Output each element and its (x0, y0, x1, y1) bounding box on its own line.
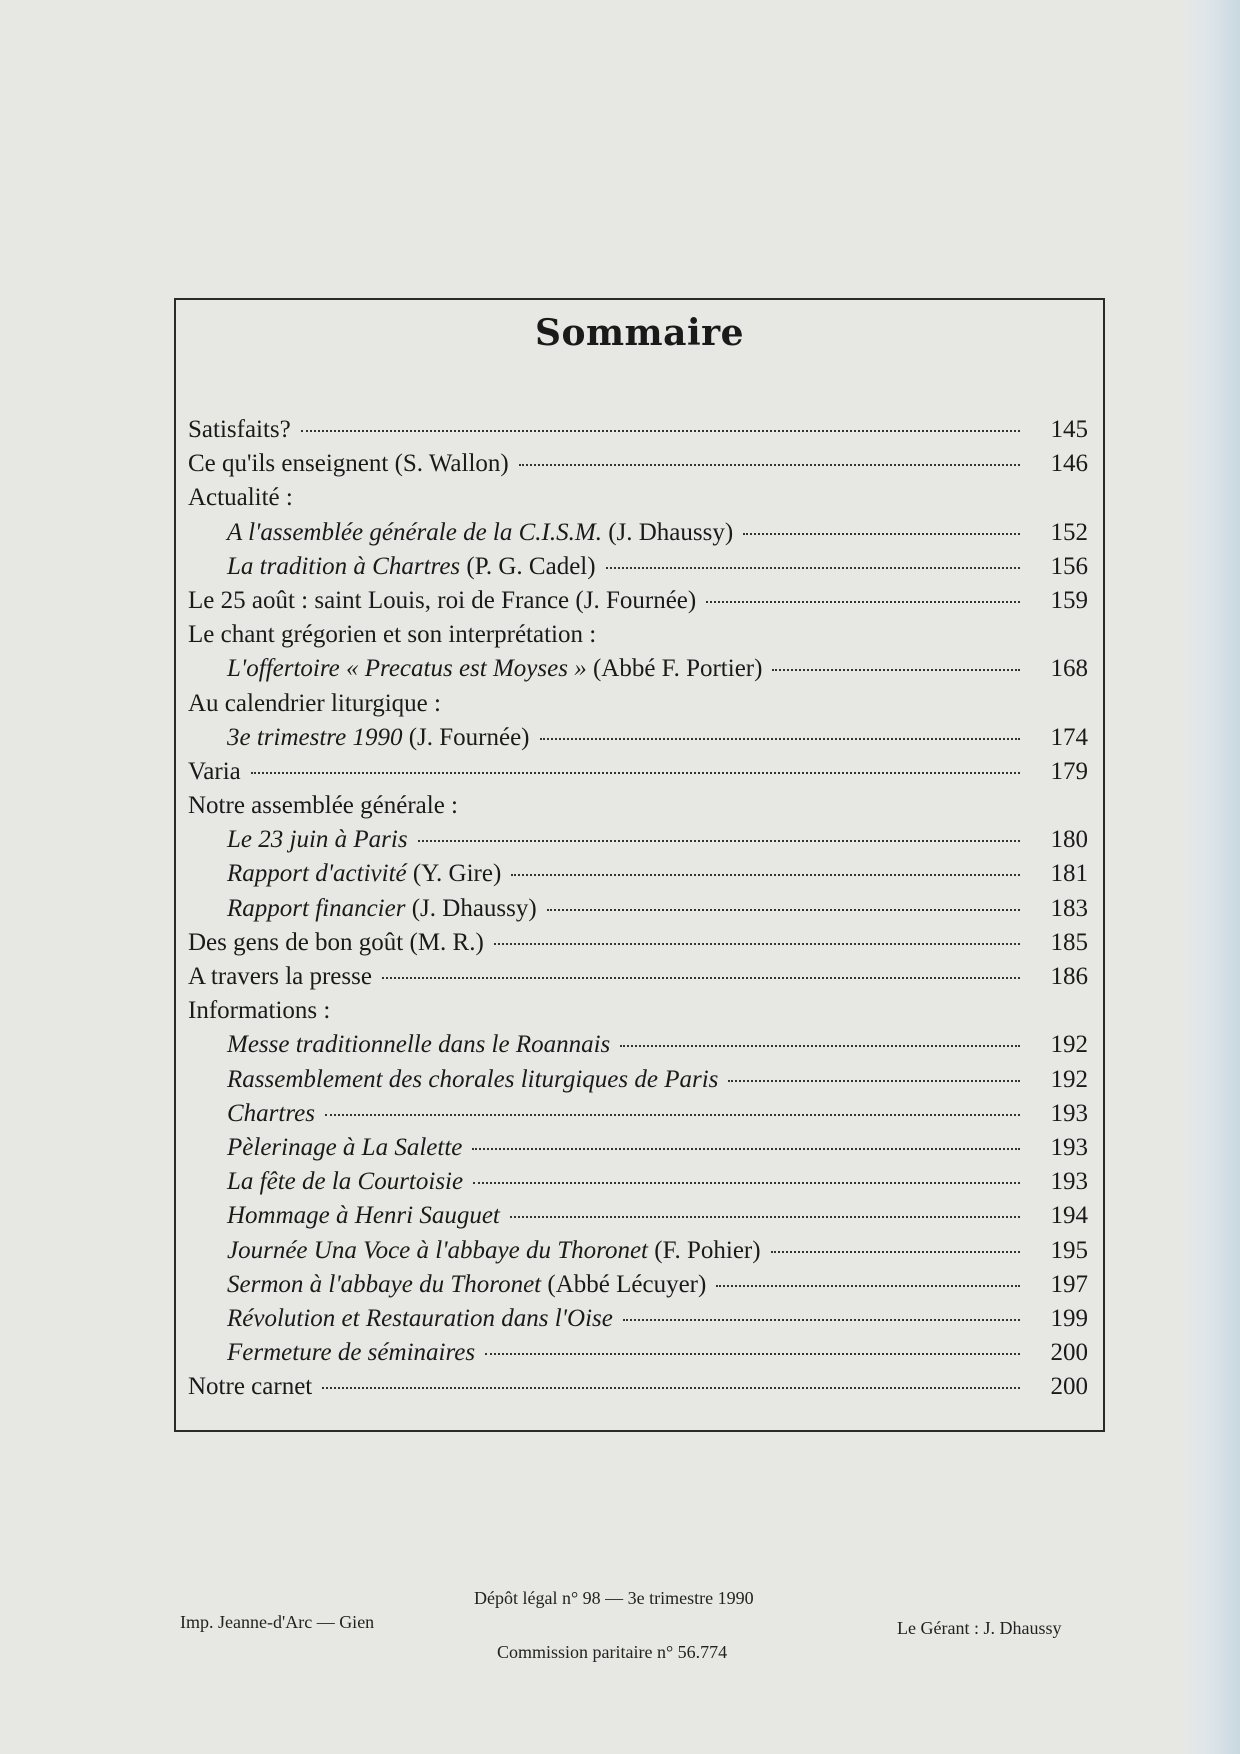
toc-entry-title: La fête de la Courtoisie (227, 1168, 464, 1196)
toc-page-number: 179 (1050, 757, 1088, 785)
toc-entry (188, 1031, 1088, 1065)
toc-list (188, 416, 1088, 1407)
toc-entry-text (227, 1031, 610, 1059)
toc-entry (188, 1066, 1088, 1100)
toc-page-number: 180 (1050, 826, 1088, 854)
toc-entry (188, 724, 1088, 758)
dot-leader (606, 567, 1020, 569)
toc-entry-author: (J. Dhaussy) (411, 894, 537, 922)
toc-page-number: 174 (1050, 723, 1088, 751)
toc-entry-text (188, 1373, 312, 1401)
toc-entry-title: Chartres (227, 1099, 315, 1127)
toc-entry-title: A l'assemblée générale de la C.I.S.M. (227, 518, 602, 546)
toc-page-number: 192 (1050, 1031, 1088, 1059)
toc-page-number: 193 (1050, 1133, 1088, 1161)
toc-entry-author: (F. Pohier) (654, 1236, 761, 1264)
toc-entry (188, 963, 1088, 997)
toc-entry-title: Révolution et Restauration dans l'Oise (227, 1304, 613, 1332)
toc-page-number: 152 (1050, 518, 1088, 546)
dot-leader (251, 772, 1020, 774)
toc-entry-title: L'offertoire « Precatus est Moyses » (227, 655, 587, 683)
toc-entry-text (227, 1066, 718, 1094)
toc-entry-title: Rassemblement des chorales liturgiques de Paris (227, 1065, 719, 1093)
toc-entry (188, 450, 1088, 484)
dot-leader (473, 1182, 1020, 1184)
toc-entry (188, 860, 1088, 894)
dot-leader (382, 977, 1020, 979)
toc-page-number: 195 (1050, 1236, 1088, 1264)
dot-leader (728, 1080, 1020, 1082)
toc-entry-text (188, 963, 372, 991)
toc-section-heading (188, 997, 1088, 1031)
toc-entry (188, 929, 1088, 963)
dot-leader (623, 1319, 1020, 1321)
toc-page-number: 181 (1050, 860, 1088, 888)
toc-entry-text (227, 1271, 706, 1299)
toc-entry-text (188, 484, 293, 512)
toc-entry-title: Pèlerinage à La Salette (227, 1133, 463, 1161)
toc-section-heading (188, 484, 1088, 518)
toc-entry-author: (M. R.) (409, 928, 484, 956)
toc-entry (188, 1202, 1088, 1236)
dot-leader (519, 464, 1020, 466)
toc-entry-text (227, 1100, 315, 1128)
toc-page-number: 199 (1050, 1304, 1088, 1332)
toc-entry-author: (J. Fournée) (408, 723, 530, 751)
dot-leader (472, 1148, 1020, 1150)
table-of-contents-box (174, 298, 1105, 1432)
dot-leader (743, 533, 1020, 535)
toc-entry (188, 1305, 1088, 1339)
toc-entry (188, 1373, 1088, 1407)
dot-leader (547, 909, 1020, 911)
toc-entry-title: Satisfaits? (188, 416, 291, 443)
toc-entry-title: La tradition à Chartres (227, 552, 461, 580)
toc-entry-title: Notre assemblée générale : (188, 792, 459, 820)
toc-entry (188, 1339, 1088, 1373)
toc-entry-text (227, 1305, 613, 1333)
toc-entry (188, 1134, 1088, 1168)
toc-entry-author: (Abbé Lécuyer) (547, 1270, 707, 1298)
toc-entry (188, 895, 1088, 929)
toc-page-number: 156 (1050, 552, 1088, 580)
toc-entry (188, 1100, 1088, 1134)
toc-page-number: 200 (1050, 1339, 1088, 1367)
toc-entry-title: Messe traditionnelle dans le Roannais (227, 1031, 611, 1059)
dot-leader (510, 1216, 1020, 1218)
toc-entry-author: (J. Dhaussy) (608, 518, 734, 546)
toc-entry-text (188, 997, 330, 1025)
toc-page-number: 145 (1050, 416, 1088, 443)
toc-entry (188, 519, 1088, 553)
toc-entry-title: Le 25 août : saint Louis, roi de France (188, 586, 570, 614)
printer-credit: Imp. Jeanne-d'Arc — Gien (180, 1612, 375, 1632)
toc-entry-text (227, 826, 408, 854)
dot-leader (772, 669, 1020, 671)
toc-entry-title: Hommage à Henri Sauguet (227, 1202, 500, 1230)
toc-entry-title: Notre carnet (188, 1373, 313, 1401)
toc-entry-text (227, 655, 762, 683)
toc-entry (188, 758, 1088, 792)
dot-leader (301, 430, 1020, 432)
toc-entry-text (227, 860, 501, 888)
toc-section-heading (188, 792, 1088, 826)
toc-entry-author: (J. Fournée) (575, 586, 697, 614)
commission-number: Commission paritaire n° 56.774 (497, 1642, 728, 1662)
dot-leader (418, 840, 1020, 842)
toc-entry-text (227, 1202, 500, 1230)
toc-entry-text (227, 519, 733, 547)
toc-entry-title: A travers la presse (188, 963, 372, 990)
toc-entry-text (227, 895, 537, 923)
dot-leader (511, 874, 1020, 876)
toc-entry-text (227, 553, 596, 581)
toc-entry (188, 416, 1088, 450)
toc-entry-title: Rapport financier (227, 894, 406, 922)
toc-entry (188, 1237, 1088, 1271)
toc-entry-title: Le 23 juin à Paris (227, 826, 408, 854)
toc-entry-text (188, 758, 241, 786)
dot-leader (706, 601, 1020, 603)
legal-deposit: Dépôt légal n° 98 — 3e trimestre 1990 (474, 1588, 754, 1608)
toc-entry-author: (Abbé F. Portier) (592, 655, 763, 683)
toc-entry-text (188, 929, 484, 957)
toc-entry-title: Ce qu'ils enseignent (188, 450, 389, 478)
page-edge-shading (1180, 0, 1240, 1754)
toc-entry-author: (Y. Gire) (412, 860, 502, 888)
dot-leader (540, 738, 1020, 740)
toc-page-number: 185 (1050, 928, 1088, 956)
toc-entry-text (188, 416, 291, 444)
toc-entry-author: (P. G. Cadel) (466, 552, 596, 580)
toc-entry-text (227, 1134, 462, 1162)
toc-entry-text (188, 621, 596, 649)
toc-entry-text (227, 724, 530, 752)
toc-entry-title: 3e trimestre 1990 (227, 723, 403, 751)
toc-entry-text (227, 1339, 475, 1367)
toc-entry-title: Sermon à l'abbaye du Thoronet (227, 1270, 542, 1298)
toc-page-number: 192 (1050, 1065, 1088, 1093)
toc-entry-text (188, 690, 441, 718)
toc-page-number: 193 (1050, 1099, 1088, 1127)
toc-entry-text (188, 450, 509, 478)
toc-entry-author: (S. Wallon) (394, 450, 509, 478)
toc-entry (188, 1168, 1088, 1202)
dot-leader (325, 1114, 1020, 1116)
toc-entry (188, 1271, 1088, 1305)
toc-entry-title: Actualité : (188, 484, 293, 512)
toc-page-number: 197 (1050, 1270, 1088, 1298)
dot-leader (771, 1251, 1020, 1253)
toc-entry-title: Rapport d'activité (227, 860, 407, 888)
toc-page-number: 146 (1050, 450, 1088, 478)
dot-leader (322, 1387, 1020, 1389)
toc-page-number: 193 (1050, 1168, 1088, 1196)
toc-page-number: 168 (1050, 655, 1088, 683)
toc-entry-text (227, 1168, 463, 1196)
toc-section-heading (188, 621, 1088, 655)
toc-entry-text (188, 792, 458, 820)
manager-credit: Le Gérant : J. Dhaussy (897, 1618, 1062, 1638)
page-title: Sommaire (534, 312, 745, 354)
toc-entry (188, 587, 1088, 621)
toc-page-number: 159 (1050, 586, 1088, 614)
toc-entry-title: Informations : (188, 997, 331, 1025)
toc-entry-title: Au calendrier liturgique : (188, 689, 441, 717)
toc-entry (188, 655, 1088, 689)
toc-section-heading (188, 690, 1088, 724)
toc-entry-text (227, 1237, 761, 1265)
toc-page-number: 194 (1050, 1202, 1088, 1230)
dot-leader (485, 1353, 1020, 1355)
dot-leader (494, 943, 1020, 945)
toc-entry-title: Journée Una Voce à l'abbaye du Thoronet (227, 1236, 648, 1264)
dot-leader (620, 1045, 1020, 1047)
toc-entry (188, 553, 1088, 587)
toc-entry-title: Varia (188, 757, 241, 785)
dot-leader (716, 1285, 1020, 1287)
toc-entry-title: Des gens de bon goût (188, 928, 404, 956)
toc-entry-title: Le chant grégorien et son interprétation : (188, 621, 597, 649)
toc-page-number: 200 (1050, 1373, 1088, 1401)
toc-page-number: 183 (1050, 894, 1088, 922)
toc-page-number: 186 (1050, 963, 1088, 990)
toc-entry-title: Fermeture de séminaires (227, 1339, 476, 1367)
toc-entry (188, 826, 1088, 860)
toc-entry-text (188, 587, 696, 615)
